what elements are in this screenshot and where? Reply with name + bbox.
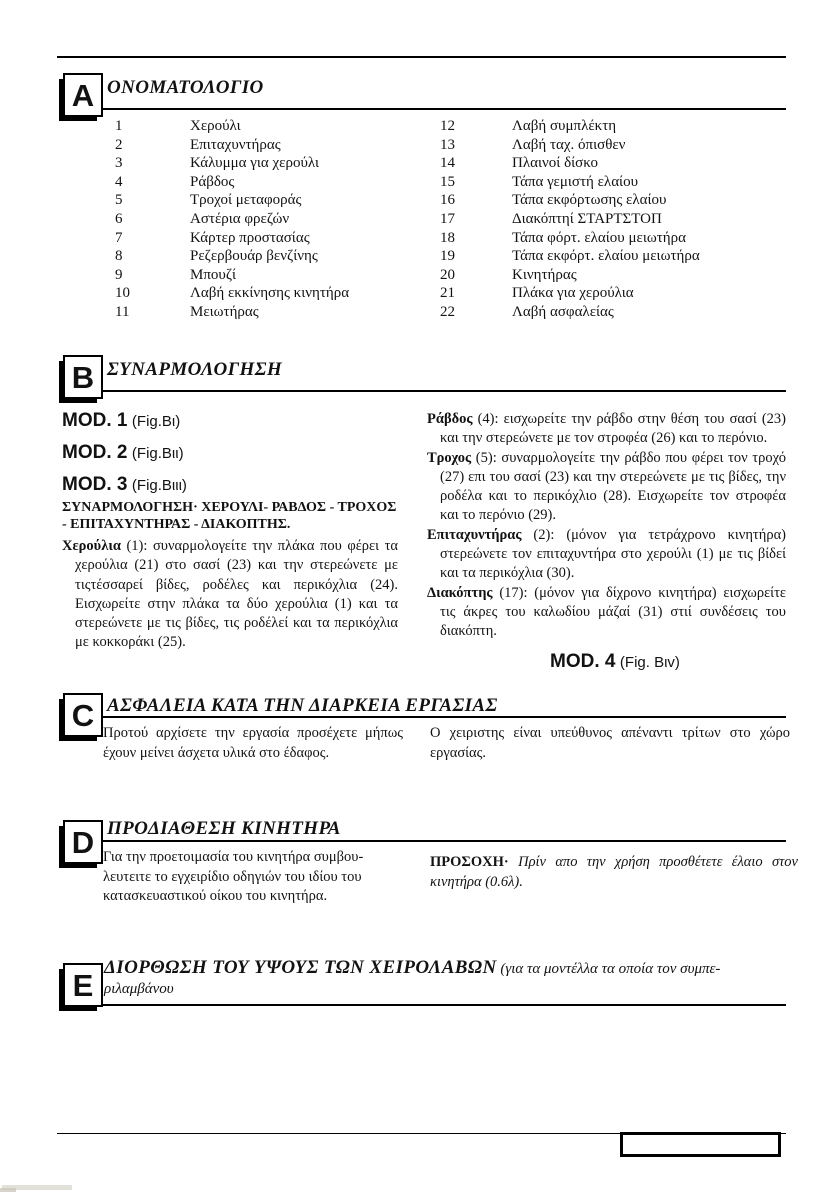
mod-3-label: MOD. 3 bbox=[62, 474, 128, 495]
item-label: Πλάκα για χερούλια bbox=[512, 285, 634, 302]
item-number: 22 bbox=[440, 303, 455, 320]
mod-3-line bbox=[62, 474, 398, 496]
item-label: Τροχοί μεταφοράς bbox=[190, 192, 302, 209]
section-d-title-rule bbox=[103, 840, 786, 842]
item-label: Λαβή συμπλέκτη bbox=[512, 118, 617, 134]
item-label: Τάπα εκφόρτ. ελαίου μειωτήρα bbox=[512, 248, 700, 265]
item-label: Μειωτήρας bbox=[190, 303, 259, 320]
item-number: 9 bbox=[115, 266, 123, 283]
item-label: Τάπα φόρτ. ελαίου μειωτήρα bbox=[512, 229, 686, 246]
item-label: Ράβδος bbox=[190, 173, 235, 190]
item-label: Χερούλι bbox=[190, 118, 241, 134]
mod-2-line bbox=[62, 442, 398, 464]
list-item bbox=[115, 303, 349, 322]
mod-4-figure-ref: (Fig. Bιv) bbox=[619, 653, 680, 671]
item-label: Λαβή ταχ. όπισθεν bbox=[512, 136, 626, 153]
item-label: Μπουζί bbox=[190, 266, 237, 283]
section-d-title: ΠΡΟΔΙΑΘΕΣΗ ΚΙΝΗΤΗΡΑ bbox=[107, 818, 341, 839]
list-item bbox=[115, 247, 349, 266]
assembly-subheading bbox=[62, 500, 398, 533]
mod-3-figure-ref: (Fig.Bιιι) bbox=[131, 477, 187, 494]
section-a-title-rule bbox=[103, 108, 786, 110]
mod-4-label: MOD. 4 bbox=[550, 650, 616, 672]
mod-4-line bbox=[550, 651, 786, 673]
item-label: Λαβή εκκίνησης κινητήρα bbox=[190, 285, 350, 302]
section-e-title-rule bbox=[103, 1004, 786, 1006]
list-item bbox=[440, 266, 700, 285]
item-number: 6 bbox=[115, 210, 123, 227]
list-item bbox=[440, 210, 700, 229]
section-e-title-main: ΔΙΟΡΘΩΣΗ ΤΟΥ ΥΨΟΥΣ ΤΩΝ ΧΕΙΡΟΛΑΒΩΝ bbox=[104, 957, 497, 978]
item-number: 11 bbox=[115, 303, 130, 320]
engine-prep-warning bbox=[430, 853, 798, 892]
list-item bbox=[115, 191, 349, 210]
list-item bbox=[440, 117, 700, 136]
handles-paragraph-lead: Χερούλια bbox=[62, 538, 121, 554]
throttle-paragraph-body: (2): (μόνον για τετράχρονο κινητήρα) στερεώνετε τον επιταχυντήρα στο χερούλι (1) με τις βίδεί και τα περικόχλια (30). bbox=[440, 526, 786, 582]
mod-1-label: MOD. 1 bbox=[62, 410, 128, 431]
item-number: 16 bbox=[440, 192, 455, 209]
item-label: Ρεζερβουάρ βενζίνης bbox=[190, 248, 318, 265]
item-label: Διακόπτηί ΣΤΑΡΤΣΤΟΠ bbox=[512, 210, 662, 227]
item-number: 20 bbox=[440, 266, 455, 283]
engine-prep-left-text bbox=[103, 848, 403, 907]
item-number: 19 bbox=[440, 248, 455, 265]
item-number: 18 bbox=[440, 229, 455, 246]
list-item bbox=[440, 136, 700, 155]
assembly-subheading-line2: - ΕΠΙΤΑΧΥΝΤΗΡΑΣ - ΔΙΑΚΟΠΤΗΣ. bbox=[62, 516, 291, 532]
list-item bbox=[115, 154, 349, 173]
item-number: 5 bbox=[115, 192, 123, 209]
bottom-empty-box bbox=[620, 1132, 781, 1157]
item-number: 13 bbox=[440, 136, 455, 153]
wheel-paragraph bbox=[427, 449, 786, 526]
item-number: 2 bbox=[115, 136, 123, 153]
list-item bbox=[440, 154, 700, 173]
section-b-left-column bbox=[62, 410, 398, 653]
wheel-paragraph-body: (5): συναρμολογείτε την ράβδο που φέρει τον τροχό (27) επι του σασί (23) και την στερεώνετε με τις βίδες, την ροδέλα και το περικόχλιο (28). Εισχωρείτε τον στροφέα και το περόνιο (29). bbox=[440, 449, 786, 524]
handles-paragraph-body: (1): συναρμολογείτε την πλάκα που φέρει τα χερούλια (21) στο σασί (23) και την στερεώνετε με τιςτέσσαρεί βίδες, ροδέλες και περικόχλια (24). Εισχωρείτε στην πλάκα τα δύο χερούλια (1) και τα στερεώνετε με τις βίδες, τις ροδέλεί και τα περικόχλια με κοκκοράκι (25). bbox=[75, 538, 398, 651]
safety-left-text: Προτού αρχίσετε την εργασία προσέχετε μήπως έχουν μείνει άσχετα υλικά στο έδαφος. bbox=[103, 725, 403, 761]
section-b-title-rule bbox=[103, 390, 786, 392]
nomenclature-list-left bbox=[115, 117, 349, 322]
scan-artifact bbox=[0, 1188, 16, 1192]
section-e-letter-box bbox=[63, 963, 103, 1007]
engine-prep-line1: Για την προετοιμασία του κινητήρα συμβου- bbox=[103, 849, 364, 865]
engine-prep-line3: κατασκευαστικού οίκου του κινητήρα. bbox=[103, 888, 328, 904]
item-label: Κάρτερ προστασίας bbox=[190, 229, 310, 246]
list-item bbox=[115, 117, 349, 136]
section-b-letter: B bbox=[71, 359, 95, 395]
item-number: 4 bbox=[115, 173, 123, 190]
rod-paragraph bbox=[427, 410, 786, 449]
switch-paragraph-lead: Διακόπτης bbox=[427, 584, 493, 601]
list-item bbox=[440, 191, 700, 210]
warning-lead: ΠΡΟΣΟΧΗ· bbox=[430, 854, 509, 870]
assembly-subheading-line1: ΣΥΝΑΡΜΟΛΟΓΗΣΗ· ΧΕΡΟΥΛΙ- ΡΑΒΔΟΣ - ΤΡΟΧΟΣ bbox=[62, 500, 397, 515]
section-c-letter: C bbox=[71, 697, 95, 733]
list-item bbox=[115, 210, 349, 229]
list-item bbox=[115, 229, 349, 248]
item-label: Κινητήρας bbox=[512, 266, 577, 283]
section-a-letter-box bbox=[63, 73, 103, 117]
section-c-title-rule bbox=[103, 716, 786, 718]
item-label: Τάπα εκφόρτωσης ελαίου bbox=[512, 192, 667, 209]
switch-paragraph bbox=[427, 584, 786, 642]
item-number: 21 bbox=[440, 285, 455, 302]
handles-paragraph bbox=[62, 537, 398, 653]
item-label: Πλαινοί δίσκο bbox=[512, 155, 598, 172]
section-e-title-note-continuation: ριλαμβάνου bbox=[104, 981, 174, 997]
list-item bbox=[115, 284, 349, 303]
section-e-letter: E bbox=[72, 967, 94, 1003]
item-number: 10 bbox=[115, 285, 130, 302]
item-label: Κάλυμμα για χερούλι bbox=[190, 155, 320, 172]
item-number: 12 bbox=[440, 118, 455, 134]
item-number: 15 bbox=[440, 173, 455, 190]
nomenclature-list-right bbox=[440, 117, 700, 322]
mod-2-figure-ref: (Fig.Bιι) bbox=[131, 445, 184, 462]
section-e-title bbox=[104, 957, 720, 979]
engine-prep-line2: λευτειτε το εγχειρίδιο οδηγιών του ιδίου του bbox=[103, 868, 362, 885]
section-c-letter-box bbox=[63, 693, 103, 737]
section-e-title-note: (για τα μοντέλλα τα οποία τον συμπε- bbox=[496, 961, 721, 977]
item-number: 3 bbox=[115, 155, 123, 172]
switch-paragraph-body: (17): (μόνον για δίχρονο κινητήρα) εισχωρείτε τις άκρες του καλωδίου μάζαί (31) στιί συνδέσεις του διακόπτη. bbox=[440, 584, 786, 640]
mod-1-figure-ref: (Fig.Bι) bbox=[131, 413, 181, 430]
item-number: 7 bbox=[115, 229, 123, 246]
wheel-paragraph-lead: Τροχος bbox=[427, 449, 472, 466]
section-a-title: ΟΝΟΜΑΤΟΛΟΓΙΟ bbox=[107, 77, 264, 98]
rod-paragraph-lead: Ράβδος bbox=[427, 411, 473, 427]
warning-text: Πρίν απο την χρήση προσθέτετε έλαιο στον κινητήρα (0.6λ). bbox=[430, 854, 798, 890]
section-b-letter-box bbox=[63, 355, 103, 399]
top-rule bbox=[57, 56, 786, 58]
section-a-letter: A bbox=[71, 77, 95, 113]
list-item bbox=[115, 173, 349, 192]
section-c-title: ΑΣΦΑΛΕΙΑ ΚΑΤΑ ΤΗΝ ΔΙΑΡΚΕΙΑ ΕΡΓΑΣΙΑΣ bbox=[107, 695, 498, 716]
list-item bbox=[440, 173, 700, 192]
mod-1-line bbox=[62, 410, 398, 432]
safety-right-text: Ο χειριστης είναι υπεύθυνος απέναντι τρίτων στο χώρο εργασίας. bbox=[430, 725, 790, 761]
rod-paragraph-body: (4): εισχωρείτε την ράβδο στην θέση του σασί (23) και την στερεώνετε με τον στροφέα (26) και το περόνιο. bbox=[440, 411, 786, 447]
section-d-letter-box bbox=[63, 820, 103, 864]
throttle-paragraph bbox=[427, 526, 786, 584]
section-b-right-column bbox=[427, 410, 786, 673]
item-number: 1 bbox=[115, 118, 123, 134]
throttle-paragraph-lead: Επιταχυντήρας bbox=[427, 526, 522, 543]
item-label: Επιταχυντήρας bbox=[190, 136, 281, 153]
item-label: Λαβή ασφαλείας bbox=[512, 303, 614, 320]
list-item bbox=[115, 136, 349, 155]
item-number: 8 bbox=[115, 248, 123, 265]
section-d-letter: D bbox=[71, 824, 95, 860]
item-number: 14 bbox=[440, 155, 455, 172]
item-label: Τάπα γεμιστή ελαίου bbox=[512, 173, 639, 190]
item-label: Αστέρια φρεζών bbox=[190, 210, 290, 227]
list-item bbox=[440, 284, 700, 303]
item-number: 17 bbox=[440, 210, 455, 227]
list-item bbox=[115, 266, 349, 285]
section-b-title: ΣΥΝΑΡΜΟΛΟΓΗΣΗ bbox=[107, 359, 283, 380]
list-item bbox=[440, 303, 700, 322]
list-item bbox=[440, 247, 700, 266]
list-item bbox=[440, 229, 700, 248]
mod-2-label: MOD. 2 bbox=[62, 442, 128, 463]
